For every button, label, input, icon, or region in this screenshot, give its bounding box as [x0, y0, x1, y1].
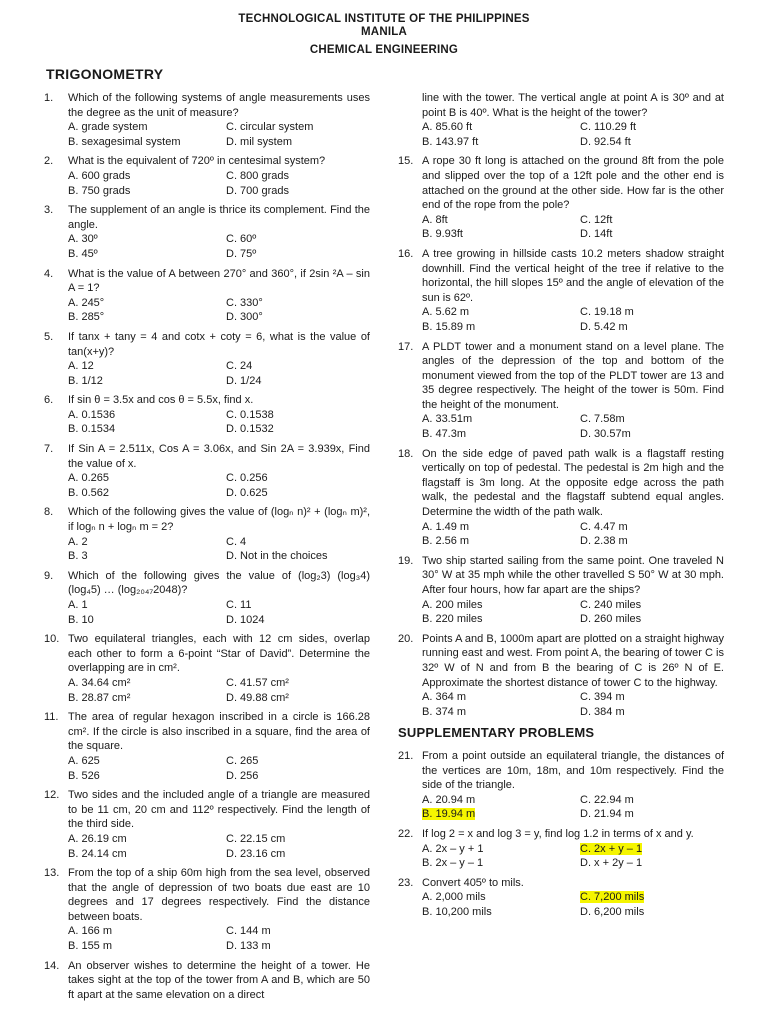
- section-title: TRIGONOMETRY: [46, 66, 164, 82]
- answer-choices: [422, 890, 724, 919]
- answer-choice: D. 30.57m: [580, 428, 631, 441]
- question-text: Which of the following systems of angle measurements uses the degree as the unit of measure?: [68, 92, 370, 119]
- department-name: CHEMICAL ENGINEERING: [309, 44, 459, 56]
- question-item: [44, 710, 370, 783]
- question-number: 19.: [398, 554, 414, 567]
- question-item: [398, 876, 724, 920]
- answer-choice: C. circular system: [226, 121, 314, 134]
- answer-choice: C. 0.256: [226, 472, 268, 485]
- question-number: 17.: [398, 340, 414, 353]
- answer-choice: D. 133 m: [226, 940, 271, 953]
- question-number: 11.: [44, 711, 59, 724]
- answer-choices: [68, 754, 370, 783]
- answer-choice: A. 85.60 ft: [422, 121, 473, 134]
- answer-choices: [68, 924, 370, 953]
- answer-choice: A. 166 m: [68, 925, 113, 938]
- answer-choices: [422, 120, 724, 149]
- answer-choice: A. 245°: [68, 296, 105, 309]
- answer-choice: D. 5.42 m: [580, 320, 628, 333]
- question-number: 13.: [44, 867, 60, 880]
- question-text: line with the tower. The vertical angle at point A is 30º and at point B is 40º. What is the height of the tower?: [422, 92, 724, 119]
- question-text: Two ship started sailing from the same point. One traveled N 30° W at 35 mph while the other travelled S 50° W at 30 mph. After four hours, how far apart are the ships?: [422, 554, 724, 596]
- question-text: If Sin A = 2.511x, Cos A = 3.06x, and Sin 2A = 3.939x, Find the value of x.: [68, 443, 370, 470]
- answer-choice: B. 3: [68, 550, 88, 563]
- question-text: If tanx + tany = 4 and cotx + coty = 6, what is the value of tan(x+y)?: [68, 330, 370, 358]
- highlighted-answer-choice: C. 7,200 mils: [580, 891, 645, 904]
- answer-choices: [68, 471, 370, 500]
- answer-choices: [422, 412, 724, 441]
- question-item: [398, 154, 724, 242]
- answer-choice: A. 20.94 m: [422, 793, 476, 806]
- answer-choice: D. 6,200 mils: [580, 905, 645, 918]
- supplementary-question-list: [398, 749, 724, 920]
- answer-choice: B. 9.93ft: [422, 228, 463, 241]
- answer-choice: C. 0.1538: [226, 408, 274, 421]
- answer-choice: C. 4: [226, 535, 247, 548]
- left-column: [44, 91, 370, 1007]
- answer-choice: B. 0.1534: [68, 423, 116, 436]
- answer-choice: A. 33.51m: [422, 413, 473, 426]
- answer-choice: C. 19.18 m: [580, 306, 634, 319]
- document-header: [0, 13, 768, 57]
- answer-choice: A. 600 grads: [68, 169, 131, 182]
- answer-choice: D. 92.54 ft: [580, 135, 631, 148]
- answer-choice: C. 240 miles: [580, 598, 642, 611]
- question-number: 22.: [398, 827, 414, 840]
- question-text: Two sides and the included angle of a triangle are measured to be 11 cm, 20 cm and 112º respectively. Find the length of the third side.: [68, 789, 370, 831]
- answer-choices: [422, 520, 724, 549]
- question-item: [398, 91, 724, 149]
- question-item: [44, 154, 370, 198]
- answer-choice: C. 24: [226, 360, 253, 373]
- answer-choice: A. 625: [68, 754, 100, 767]
- question-number: 20.: [398, 632, 414, 645]
- answer-choice: A. 30º: [68, 233, 98, 246]
- question-text: A tree growing in hillside casts 10.2 meters shadow straight downhill. Find the vertical height of the tree if relative to the horizontal, the hill slopes 15º and the angle of elevation of the sun is 62º.: [422, 247, 724, 304]
- answer-choice: A. 2,000 mils: [422, 891, 486, 904]
- question-item: [44, 569, 370, 627]
- answer-choice: C. 265: [226, 754, 259, 767]
- answer-choice: C. 800 grads: [226, 169, 289, 182]
- answer-choice: A. 0.265: [68, 472, 109, 485]
- supplementary-title: SUPPLEMENTARY PROBLEMS: [398, 725, 595, 741]
- answer-choice: A. 26.19 cm: [68, 832, 127, 845]
- question-number: 6.: [44, 394, 54, 407]
- answer-choice: B. 220 miles: [422, 613, 483, 626]
- question-number: 23.: [398, 876, 414, 889]
- question-text: On the side edge of paved path walk is a flagstaff resting vertically on top of pedestal. The pedestal is 2m high and the flagstaff is 3m long. At the opposite edge across the path walk, the pedestal and the flagstaff subtend equal angles. Determine the width of the path walk.: [422, 447, 724, 519]
- question-text: Which of the following gives the value of (log₂3) (log₃4) (log₄5) … (log₂₀₄₇2048)?: [68, 569, 370, 597]
- answer-choices: [68, 535, 370, 564]
- question-item: [44, 788, 370, 861]
- answer-choice: C. 22.15 cm: [226, 832, 286, 845]
- question-number: 3.: [44, 204, 54, 217]
- answer-choice: B. sexagesimal system: [68, 135, 181, 148]
- answer-choice: D. 0.1532: [226, 423, 274, 436]
- question-text: If log 2 = x and log 3 = y, find log 1.2 in terms of x and y.: [422, 827, 694, 840]
- question-number: 4.: [44, 267, 54, 280]
- question-item: [44, 267, 370, 325]
- answer-choice: D. mil system: [226, 135, 292, 148]
- answer-choice: D. 256: [226, 769, 259, 782]
- question-number: 9.: [44, 569, 54, 582]
- question-text: Points A and B, 1000m apart are plotted on a straight highway running east and west. From point A, the bearing of tower C is 32º W of N and from B the bearing of C is 26º N of E. Approximate the shortest distance of tower C to the highway.: [422, 632, 724, 689]
- question-text: A PLDT tower and a monument stand on a level plane. The angles of the depression of the top and bottom of the monument viewed from the top of the PLDT tower are 13 and 35 degree respectively. The height of the tower is 50m. Find the height of the monument.: [422, 340, 724, 411]
- answer-choice: D. 700 grads: [226, 184, 289, 197]
- answer-choice: B. 10,200 mils: [422, 905, 492, 918]
- answer-choices: [68, 408, 370, 437]
- answer-choices: [68, 832, 370, 861]
- answer-choice: D. 384 m: [580, 705, 625, 718]
- answer-choice: D. Not in the choices: [226, 550, 328, 563]
- answer-choices: [422, 598, 724, 627]
- answer-choice: A. 2: [68, 535, 88, 548]
- answer-choice: C. 110.29 ft: [580, 121, 637, 134]
- highlighted-answer-choice: C. 2x + y – 1: [580, 842, 643, 855]
- question-item: [398, 554, 724, 627]
- right-column: [398, 91, 724, 924]
- answer-choice: B. 0.562: [68, 486, 109, 499]
- question-text: A rope 30 ft long is attached on the ground 8ft from the pole and slipped over the top of a 12ft pole and the other end is attached on the ground at the other side. How far is the other end of the rope from the pole?: [422, 155, 724, 212]
- answer-choices: [68, 296, 370, 325]
- answer-choice: A. 0.1536: [68, 408, 116, 421]
- question-number: 7.: [44, 443, 54, 456]
- answer-choices: [422, 690, 724, 719]
- answer-choices: [422, 793, 724, 822]
- question-text: The supplement of an angle is thrice its complement. Find the angle.: [68, 204, 370, 231]
- answer-choice: C. 22.94 m: [580, 793, 634, 806]
- answer-choice: C. 330°: [226, 296, 263, 309]
- question-item: [44, 442, 370, 500]
- question-text: Which of the following gives the value of (logₙ n)² + (logₙ m)², if logₙ n + logₙ m = 2?: [68, 506, 370, 534]
- answer-choice: B. 15.89 m: [422, 320, 476, 333]
- answer-choice: A. 364 m: [422, 691, 467, 704]
- answer-choices: [68, 120, 370, 149]
- question-item: [44, 632, 370, 705]
- answer-choices: [68, 359, 370, 388]
- question-item: [398, 340, 724, 442]
- answer-choices: [68, 676, 370, 705]
- answer-choice: B. 24.14 cm: [68, 847, 127, 860]
- question-number: 14.: [44, 959, 60, 972]
- institute-city: MANILA: [361, 26, 407, 38]
- answer-choice: A. 12: [68, 360, 94, 373]
- answer-choice: B. 45º: [68, 247, 98, 260]
- answer-choice: D. x + 2y – 1: [580, 857, 643, 870]
- answer-choice: D. 1024: [226, 613, 265, 626]
- answer-choices: [68, 169, 370, 198]
- question-item: [44, 330, 370, 388]
- answer-choice: D. 49.88 cm²: [226, 691, 289, 704]
- answer-choice: A. 5.62 m: [422, 306, 470, 319]
- question-number: 15.: [398, 155, 414, 168]
- answer-choices: [68, 598, 370, 627]
- answer-choice: D. 14ft: [580, 228, 613, 241]
- highlighted-answer-choice: B. 19.94 m: [422, 808, 476, 821]
- question-number: 5.: [44, 330, 54, 343]
- answer-choice: C. 11: [226, 599, 252, 611]
- answer-choice: C. 144 m: [226, 925, 271, 938]
- question-text: What is the value of A between 270° and 360°, if 2sin ²A – sin A = 1?: [68, 267, 370, 295]
- question-number: 12.: [44, 789, 60, 802]
- answer-choice: D. 0.625: [226, 486, 268, 499]
- answer-choices: [422, 305, 724, 334]
- question-item: [398, 632, 724, 720]
- answer-choice: B. 1/12: [68, 374, 103, 387]
- question-text: If sin θ = 3.5x and cos θ = 5.5x, find x.: [68, 394, 254, 407]
- answer-choice: B. 750 grads: [68, 184, 131, 197]
- question-item: [44, 959, 370, 1003]
- answer-choice: A. 34.64 cm²: [68, 676, 131, 689]
- answer-choices: [422, 842, 724, 871]
- question-number: 16.: [398, 247, 414, 260]
- answer-choice: B. 526: [68, 769, 100, 782]
- question-item: [44, 203, 370, 261]
- answer-choice: D. 1/24: [226, 374, 262, 387]
- answer-choice: B. 155 m: [68, 940, 113, 953]
- question-item: [398, 749, 724, 822]
- answer-choice: B. 10: [68, 613, 94, 626]
- institute-name: TECHNOLOGICAL INSTITUTE OF THE PHILIPPINES: [238, 13, 530, 25]
- question-number: 18.: [398, 447, 414, 460]
- answer-choice: A. 200 miles: [422, 598, 483, 611]
- answer-choice: A. 1.49 m: [422, 520, 470, 533]
- question-text: From the top of a ship 60m high from the sea level, observed that the angle of depression of two boats due east are 10 degrees and 17 degrees respectively. Find the distance between boats.: [68, 867, 370, 923]
- answer-choice: B. 285°: [68, 311, 105, 324]
- question-item: [398, 447, 724, 549]
- question-number: 8.: [44, 506, 54, 519]
- question-text: An observer wishes to determine the height of a tower. He takes sight at the top of the tower from A and B, which are 50 ft apart at the same elevation on a direct: [68, 959, 370, 1001]
- answer-choice: B. 47.3m: [422, 428, 467, 441]
- question-item: [44, 505, 370, 563]
- answer-choice: D. 23.16 cm: [226, 847, 286, 860]
- answer-choice: C. 41.57 cm²: [226, 676, 289, 689]
- answer-choice: D. 21.94 m: [580, 808, 634, 821]
- question-number: 10.: [44, 633, 60, 646]
- answer-choice: D. 75º: [226, 247, 257, 260]
- answer-choice: A. grade system: [68, 121, 148, 134]
- answer-choice: B. 143.97 ft: [422, 135, 479, 148]
- answer-choice: A. 2x – y + 1: [422, 842, 484, 855]
- question-item: [44, 91, 370, 149]
- question-text: The area of regular hexagon inscribed in a circle is 166.28 cm². If the circle is also inscribed in a square, find the area of the square.: [68, 711, 370, 753]
- answer-choice: C. 7.58m: [580, 413, 625, 426]
- answer-choice: D. 2.38 m: [580, 535, 628, 548]
- answer-choice: B. 2.56 m: [422, 535, 470, 548]
- answer-choices: [68, 232, 370, 261]
- answer-choice: C. 12ft: [580, 213, 613, 226]
- right-question-list: [398, 91, 724, 719]
- answer-choice: D. 300°: [226, 311, 263, 324]
- question-item: [44, 866, 370, 954]
- question-text: What is the equivalent of 720º in centesimal system?: [68, 155, 326, 168]
- answer-choice: B. 374 m: [422, 705, 467, 718]
- question-number: 2.: [44, 155, 54, 168]
- answer-choice: C. 394 m: [580, 691, 625, 704]
- answer-choice: C. 4.47 m: [580, 520, 628, 533]
- question-item: [44, 393, 370, 437]
- question-text: Two equilateral triangles, each with 12 cm sides, overlap each other to form a 6-point “Star of David”. Determine the overlapping are in cm².: [68, 633, 370, 675]
- question-item: [398, 247, 724, 335]
- answer-choice: B. 2x – y – 1: [422, 857, 484, 870]
- question-number: 1.: [44, 92, 54, 104]
- answer-choice: B. 28.87 cm²: [68, 691, 131, 704]
- answer-choices: [422, 213, 724, 242]
- answer-choice: A. 1: [68, 599, 88, 611]
- answer-choice: A. 8ft: [422, 213, 448, 226]
- question-number: 21.: [398, 749, 414, 762]
- answer-choice: D. 260 miles: [580, 613, 642, 626]
- answer-choice: C. 60º: [226, 233, 257, 246]
- question-text: Convert 405º to mils.: [422, 876, 524, 889]
- question-item: [398, 827, 724, 871]
- question-text: From a point outside an equilateral triangle, the distances of the vertices are 10m, 18m, and 10m respectively. Find the side of the triangle.: [422, 749, 724, 792]
